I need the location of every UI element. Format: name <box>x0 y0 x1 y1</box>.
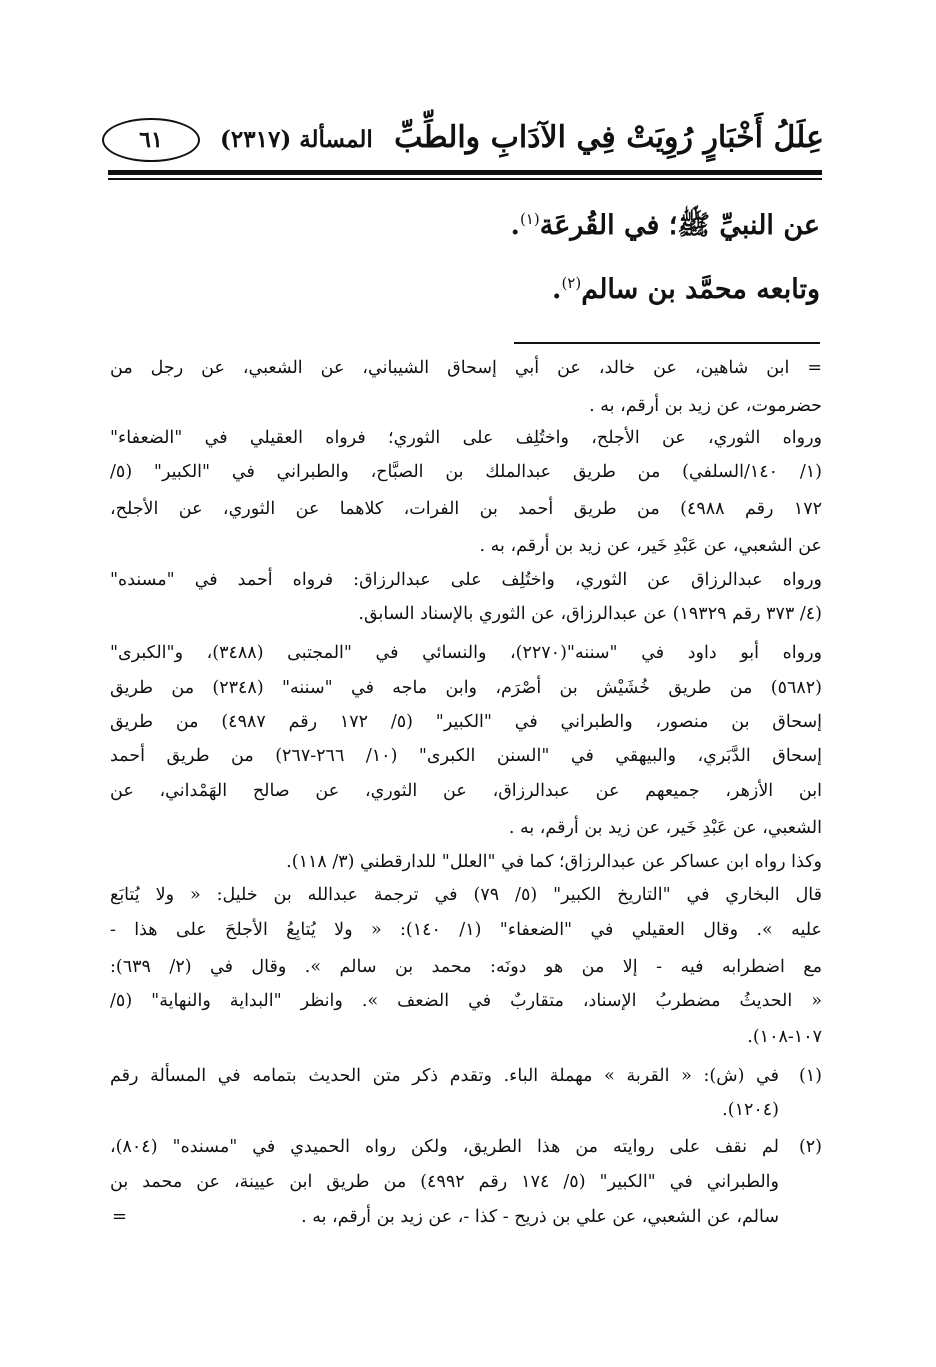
header-rule-thin <box>108 178 822 180</box>
footnote-line: عليه ». وقال العقيلي في "الضعفاء" (١/ ١٤٠): « ولا يُتابِعُ الأجلحَ على هذا - <box>110 920 822 940</box>
main-text-line <box>511 206 820 246</box>
footnote-line: ابن الأزهر، جميعهم عن عبدالرزاق، عن الثوري، عن صالح الهَمْداني، عن <box>110 781 822 801</box>
page-number: ٦١ <box>102 118 200 162</box>
footnote-line: (٥٦٨٢) من طريق خُشَيْش بن أَصْرَم، وابن ماجه في "سننه" (٢٣٤٨) من طريق <box>110 678 822 698</box>
main-text-end: . <box>552 274 562 305</box>
footnote-line: ١٧٢ رقم ٤٩٨٨) من طريق أحمد بن الفرات، كلاهما عن الثوري، عن الأجلح، <box>110 499 822 519</box>
footnote-line: حضرموت، عن زيد بن أرقم، به . <box>589 396 822 416</box>
footnote-line: « الحديثُ مضطربُ الإسناد، متقاربٌ في الضعف ». وانظر "البداية والنهاية" (٥/ <box>110 991 822 1011</box>
footnote-line: ورواه الثوري، عن الأجلح، واختُلِف على الثوري؛ فرواه العقيلي في "الضعفاء" <box>110 428 822 448</box>
footnote-line: سالم، عن الشعبي، عن علي بن ذريح - كذا -، عن زيد بن أرقم، به . <box>301 1207 779 1227</box>
main-text-end: . <box>510 210 520 241</box>
main-text-line <box>552 270 820 310</box>
issue-label: المسألة (٢٣١٧) <box>220 126 373 153</box>
main-text: عن النبيِّ ﷺ؛ في القُرعَة <box>539 210 820 241</box>
footnote-line: لم نقف على روايته من هذا الطريق، ولكن رواه الحميدي في "مسنده" (٨٠٤)، <box>110 1137 779 1157</box>
header-rule-thick <box>108 170 822 175</box>
footnote-line: (٤/ ٣٧٣ رقم ١٩٣٢٩) عن عبدالرزاق، عن الثوري بالإسناد السابق. <box>358 604 822 624</box>
footnote-line: ١٠٧-١٠٨). <box>747 1027 822 1047</box>
footnote-line: الشعبي، عن عَبْدِ خَير، عن زيد بن أرقم، به . <box>508 818 822 838</box>
footnote-line: قال البخاري في "التاريخ الكبير" (٥/ ٧٩) في ترجمة عبدالله بن خليل: « ولا يُتابَع <box>110 885 822 905</box>
footnote-line: ورواه أبو داود في "سننه"(٢٢٧٠)، والنسائي في "المجتبى (٣٤٨٨)، و"الكبرى" <box>110 643 822 663</box>
page-header <box>100 112 824 168</box>
footnote-line: وكذا رواه ابن عساكر عن عبدالرزاق؛ كما في "العلل" للدارقطني (٣/ ١١٨). <box>286 852 822 872</box>
footnote-line: (١٢٠٤). <box>722 1100 779 1120</box>
footnote-ref: (١) <box>519 210 540 228</box>
continuation-mark: = <box>112 1206 128 1227</box>
footnote-line: والطبراني في "الكبير" (٥/ ١٧٤ رقم ٤٩٩٢) من طريق ابن عيينة، عن محمد بن <box>110 1172 779 1192</box>
footnote-line: عن الشعبي، عن عَبْدِ خَير، عن زيد بن أرقم، به . <box>479 536 822 556</box>
footnote-line: إسحاق الدَّبَري، والبيهقي في "السنن الكبرى" (١٠/ ٢٦٦-٢٦٧) من طريق أحمد <box>110 746 822 766</box>
footnote-marker: (٢) <box>798 1137 822 1157</box>
book-title: عِلَلُ أَخْبَارٍ رُوِيَتْ فِي الآدَابِ والطِّبِّ <box>394 120 824 155</box>
footnote-separator <box>514 342 820 344</box>
footnote-line: في (ش): « القربة » مهملة الباء. وتقدم ذكر متن الحديث بتمامه في المسألة رقم <box>110 1066 779 1086</box>
footnote-line: ورواه عبدالرزاق عن الثوري، واختُلِف على عبدالرزاق: فرواه أحمد في "مسنده" <box>110 570 822 590</box>
footnote-line: إسحاق بن منصور، والطبراني في "الكبير" (٥/ ١٧٢ رقم ٤٩٨٧) من طريق <box>110 712 822 732</box>
footnote-line: مع اضطرابه فيه - إلا من هو دونَه: محمد بن سالم ». وقال في (٢/ ٦٣٩): <box>110 957 822 977</box>
footnote-ref: (٢) <box>561 274 582 292</box>
footnote-marker: (١) <box>798 1066 822 1086</box>
footnote-line: (١/ ١٤٠/السلفي) من طريق عبدالملك بن الصبَّاح، والطبراني في "الكبير" (٥/ <box>110 462 822 482</box>
footnote-line: = ابن شاهين، عن خالد، عن أبي إسحاق الشيباني، عن الشعبي، عن رجل من <box>110 358 822 378</box>
main-text: وتابعه محمَّد بن سالم <box>581 274 820 305</box>
